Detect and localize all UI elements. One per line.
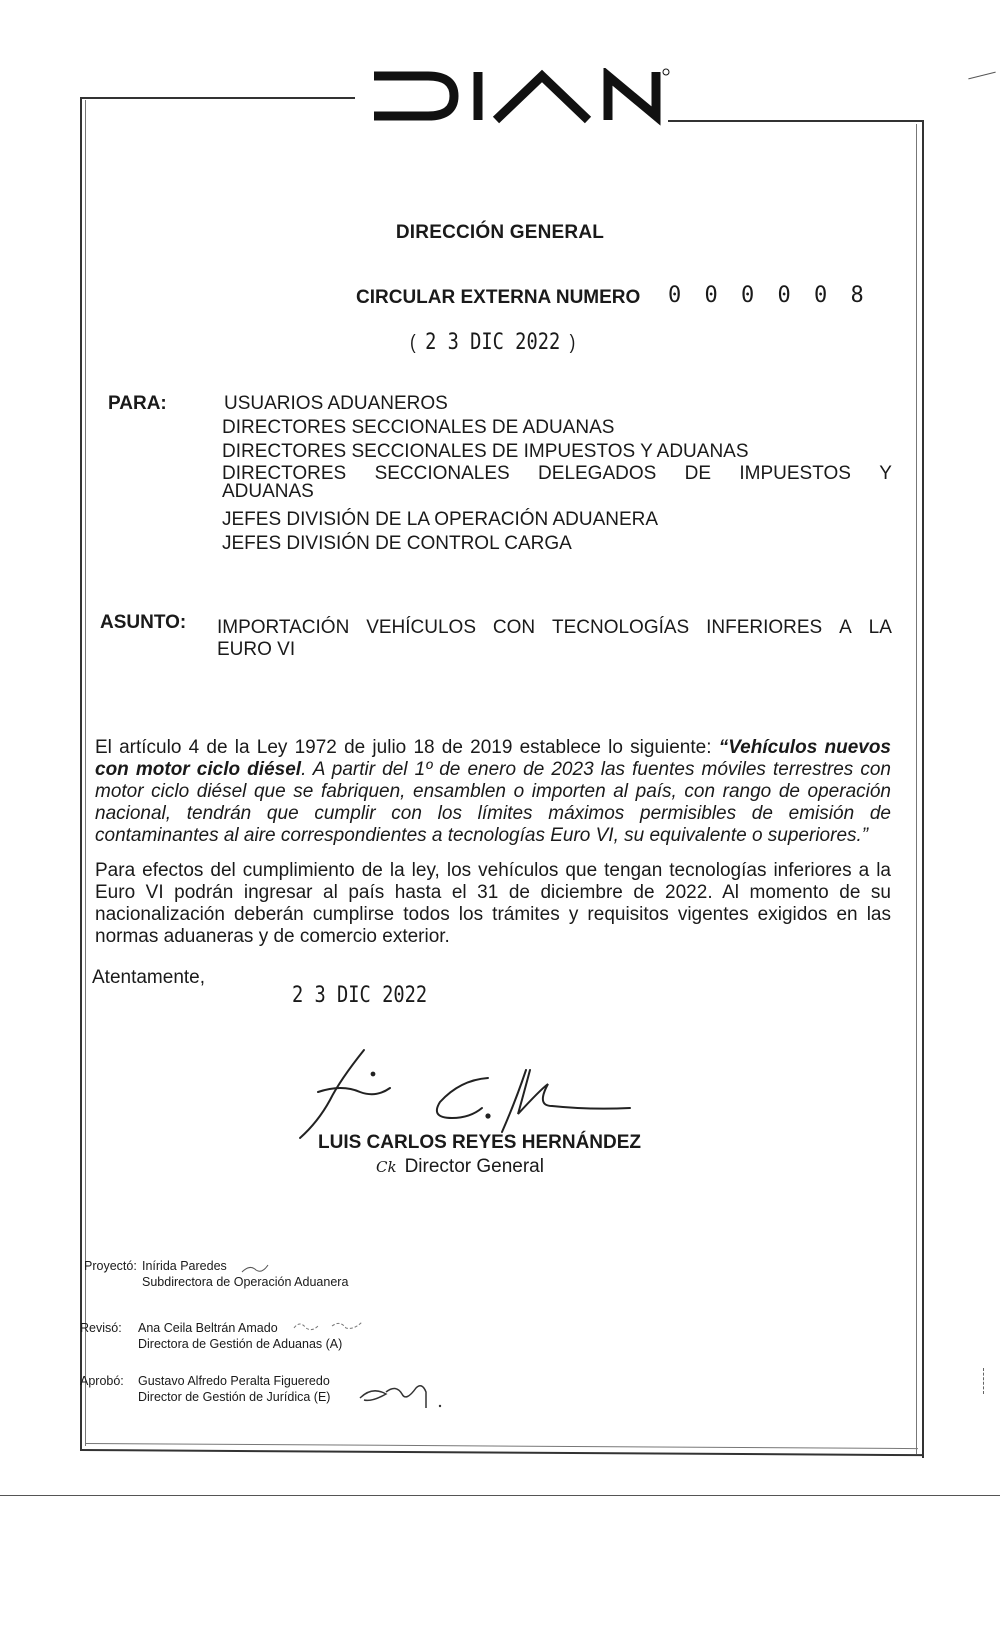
recipient-word: DE: [684, 463, 712, 484]
initials-scribble: [240, 1262, 270, 1276]
frame-top-left-rule: [80, 97, 355, 99]
recipient-line: JEFES DIVISIÓN DE CONTROL CARGA: [222, 533, 572, 554]
frame-top-right-rule: [668, 120, 923, 122]
side-mark: [983, 1368, 984, 1394]
signer-title-line: [376, 1156, 544, 1178]
department-heading: DIRECCIÓN GENERAL: [395, 222, 605, 243]
recipient-line: DIRECTORES SECCIONALES DE IMPUESTOS Y ADUANAS: [222, 441, 749, 462]
approval-role: Directora de Gestión de Aduanas (A): [138, 1337, 343, 1351]
approval-name: Inírida Paredes: [142, 1259, 227, 1273]
subject-text: [217, 617, 892, 661]
signature-graphic: [290, 1040, 660, 1140]
page-bottom-rule: [0, 1495, 1000, 1496]
subject-line: EURO VI: [217, 639, 296, 660]
recipient-word: DIRECTORES: [222, 463, 347, 484]
frame-right-rule: [922, 120, 924, 1458]
frame-bottom-inner-rule: [86, 1443, 918, 1449]
paragraph-compliance: Para efectos del cumplimiento de la ley, los vehículos que tengan tecnologías inferiores a la Euro VI podrán ingresar al país hasta el 31 de diciembre de 2022. Al momento de su nacionalización deberán cumplirse todos los trámites y requisitos vigentes exigidos en las normas aduaneras y de comercio exterior.: [95, 860, 891, 947]
frame-left-inner-rule: [85, 100, 86, 1446]
recipient-word: Y: [879, 463, 892, 484]
recipient-line: DIRECTORES SECCIONALES DE ADUANAS: [222, 417, 615, 438]
approver-signature-scribble: [356, 1380, 446, 1412]
recipients-list: [222, 393, 892, 555]
approval-role: Director de Gestión de Jurídica (E): [138, 1390, 331, 1404]
date-stamp: ( 2 3 DIC 2022 ): [410, 330, 576, 355]
subject-line-justified: [217, 617, 892, 639]
subject-word: TECNOLOGÍAS: [551, 617, 690, 638]
recipient-line-justified: [222, 463, 892, 485]
approval-label: Revisó:: [80, 1321, 122, 1335]
approval-name: Ana Ceila Beltrán Amado: [138, 1321, 278, 1335]
approval-label: Aprobó:: [80, 1374, 124, 1388]
subject-word: IMPORTACIÓN: [217, 617, 350, 638]
date-stamp-text: 2 3 DIC 2022: [425, 330, 561, 355]
recipient-word: SECCIONALES: [374, 463, 510, 484]
recipients-label: PARA:: [108, 393, 167, 414]
subject-word: LA: [868, 617, 892, 638]
paragraph-intro: El artículo 4 de la Ley 1972 de julio 18 de 2019 establece lo siguiente:: [95, 737, 719, 758]
dian-logo: [370, 68, 670, 128]
recipient-word: DELEGADOS: [538, 463, 657, 484]
signer-title: Director General: [404, 1156, 544, 1177]
approval-label: Proyectó:: [84, 1259, 137, 1273]
signer-initials: Ck: [376, 1158, 397, 1176]
approval-name: Gustavo Alfredo Peralta Figueredo: [138, 1374, 330, 1388]
subject-word: A: [839, 617, 852, 638]
recipient-word: IMPUESTOS: [739, 463, 851, 484]
approval-proyecto: [84, 1258, 348, 1290]
recipient-line: JEFES DIVISIÓN DE LA OPERACIÓN ADUANERA: [222, 509, 659, 530]
subject-word: INFERIORES: [706, 617, 823, 638]
closing-date-stamp: 2 3 DIC 2022: [292, 983, 428, 1008]
approval-aprobo: [80, 1373, 330, 1405]
signer-name: LUIS CARLOS REYES HERNÁNDEZ: [318, 1132, 642, 1153]
salutation: Atentamente,: [92, 967, 206, 988]
recipient-line: ADUANAS: [222, 481, 314, 502]
corner-mark: [968, 72, 995, 80]
frame-bottom-rule: [80, 1449, 924, 1456]
quote-body: . A partir del 1º de enero de 2023 las fuentes móviles terrestres con motor ciclo diésel que se fabriquen, ensamblen o importen al país, con rango de operación nacional, tendrán que cumplir con los límites máximos permisibles de emisión de contaminantes al aire correspondientes a tecnologías Euro VI, su equivalente o superiores.”: [95, 759, 891, 846]
paragraph-law-citation: [95, 737, 891, 847]
subject-label: ASUNTO:: [100, 612, 187, 633]
approval-role: Subdirectora de Operación Aduanera: [142, 1275, 349, 1289]
frame-left-rule: [80, 97, 82, 1449]
quote-title: “Vehículos nuevos con motor ciclo diésel: [95, 737, 891, 780]
subject-word: VEHÍCULOS: [366, 617, 476, 638]
subject-word: CON: [492, 617, 536, 638]
frame-right-inner-rule: [916, 124, 917, 1454]
circular-number: 0 0 0 0 0 8: [668, 283, 869, 308]
circular-label: CIRCULAR EXTERNA NUMERO: [356, 287, 641, 308]
initials-scribble: [292, 1316, 374, 1334]
recipient-line: USUARIOS ADUANEROS: [224, 393, 448, 414]
